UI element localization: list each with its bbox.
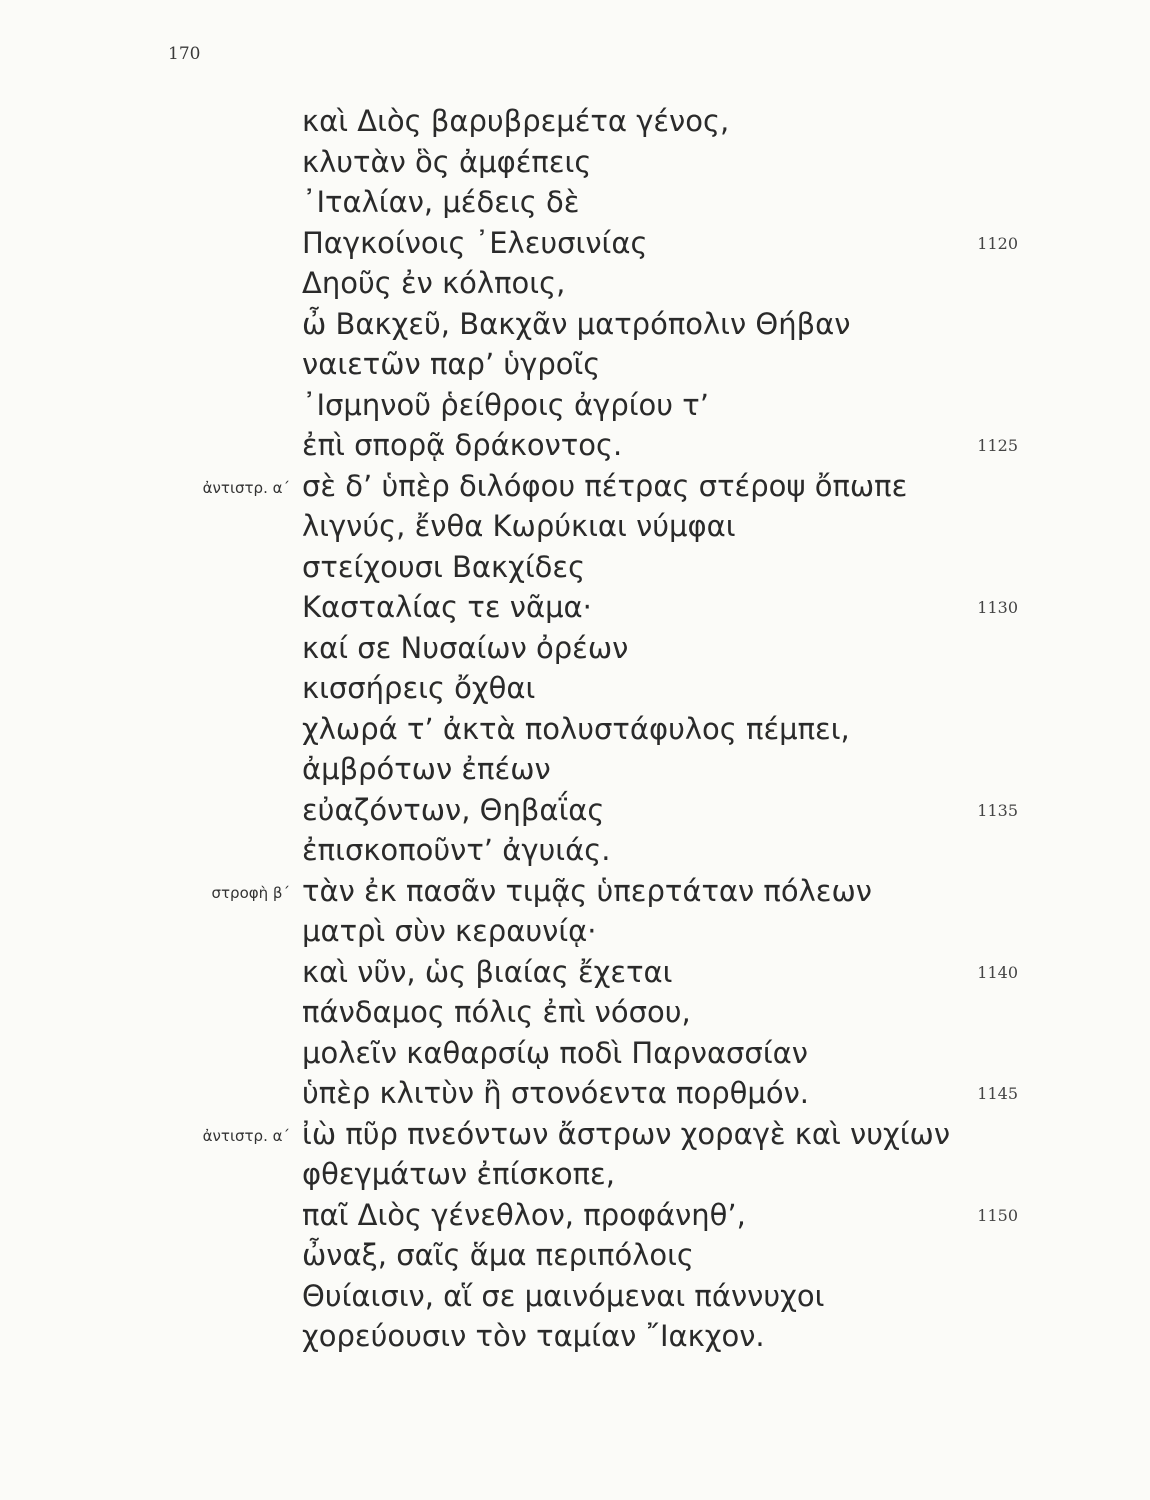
verse-text: μολεῖν καθαρσίῳ ποδὶ Παρνασσίαν: [302, 1035, 808, 1070]
verse-text: σὲ δ’ ὑπὲρ διλόφου πέτρας στέροψ ὄπωπε: [302, 468, 908, 503]
line-number: 1120: [977, 233, 1018, 253]
line-number: 1145: [977, 1084, 1018, 1103]
verse-text: Δηοῦς ἐν κόλποις,: [302, 266, 566, 300]
verse-line: [0, 590, 1150, 631]
verse-line: [0, 185, 1150, 226]
verse-line: [0, 469, 1150, 510]
verse-line: [0, 104, 1150, 145]
verse-text: λιγνύς, ἔνθα Κωρύκιαι νύμφαι: [302, 509, 736, 543]
verse-line: [0, 631, 1150, 672]
verse-text: εὐαζόντων, Θηβαΐας: [302, 792, 605, 827]
verse-line: [0, 347, 1150, 388]
verse-text: φθεγμάτων ἐπίσκοπε,: [302, 1157, 615, 1191]
verse-line: [0, 955, 1150, 996]
verse-text: ἐπὶ σπορᾷ δράκοντος.: [302, 428, 623, 462]
strophe-marker: στροφὴ β΄: [211, 883, 290, 902]
verse-text: κισσήρεις ὄχθαι: [302, 671, 536, 705]
verse-line: [0, 509, 1150, 550]
verse-text: ματρὶ σὺν κεραυνίᾳ·: [302, 914, 597, 948]
verse-text: πάνδαμος πόλις ἐπὶ νόσου,: [302, 995, 691, 1029]
page-number: 170: [168, 44, 201, 64]
verse-text: ᾿Ισμηνοῦ ῥείθροις ἀγρίου τ’: [302, 387, 709, 422]
verse-line: [0, 793, 1150, 834]
line-number: 1135: [977, 800, 1018, 820]
verse-text: παῖ Διὸς γένεθλον, προφάνηθ’,: [302, 1197, 746, 1232]
verse-line: [0, 1036, 1150, 1077]
verse-text: καὶ νῦν, ὡς βιαίας ἔχεται: [302, 954, 673, 989]
verse-line: [0, 914, 1150, 955]
verse-line: [0, 1279, 1150, 1320]
verse-text: ἐπισκοποῦντ’ ἀγυιάς.: [302, 833, 611, 867]
verse-line: [0, 307, 1150, 348]
verse-text: ναιετῶν παρ’ ὑγροῖς: [302, 347, 601, 381]
verse-text: καὶ Διὸς βαρυβρεμέτα γένος,: [302, 104, 730, 138]
verse-text: κλυτὰν ὃς ἀμφέπεις: [302, 144, 592, 179]
verse-text: ἰὼ πῦρ πνεόντων ἄστρων χοραγὲ καὶ νυχίων: [302, 1116, 951, 1151]
verse-line: [0, 1076, 1150, 1117]
verse-line: [0, 752, 1150, 793]
verse-text: ᾿Ιταλίαν, μέδεις δὲ: [302, 185, 580, 219]
verse-text: Θυίαισιν, αἵ σε μαινόμεναι πάννυχοι: [302, 1278, 825, 1313]
verse-line: [0, 995, 1150, 1036]
verse-line: [0, 388, 1150, 429]
verse-line: [0, 833, 1150, 874]
verse-text: χλωρά τ’ ἀκτὰ πολυστάφυλος πέμπει,: [302, 711, 850, 746]
verse-text: στείχουσι Βακχίδες: [302, 549, 586, 584]
verse-line: [0, 550, 1150, 591]
verse-line: [0, 1117, 1150, 1158]
line-number: 1140: [977, 962, 1018, 982]
verse-line: [0, 226, 1150, 267]
verse-text-block: [0, 104, 1150, 1360]
verse-text: Παγκοίνοις ᾿Ελευσινίας: [302, 225, 648, 260]
strophe-marker: ἀντιστρ. α΄: [202, 1126, 290, 1145]
verse-line: [0, 712, 1150, 753]
line-number: 1125: [977, 436, 1018, 455]
verse-text: καί σε Νυσαίων ὀρέων: [302, 630, 629, 665]
verse-line: [0, 428, 1150, 469]
verse-text: ἀμβρότων ἐπέων: [302, 752, 551, 786]
verse-text: Κασταλίας τε νᾶμα·: [302, 590, 592, 624]
verse-line: [0, 1238, 1150, 1279]
verse-line: [0, 874, 1150, 915]
line-number: 1130: [977, 598, 1018, 617]
verse-text: τὰν ἐκ πασᾶν τιμᾷς ὑπερτάταν πόλεων: [302, 873, 872, 908]
strophe-marker: ἀντιστρ. α΄: [202, 478, 290, 497]
verse-line: [0, 1157, 1150, 1198]
verse-line: [0, 671, 1150, 712]
verse-text: ὦναξ, σαῖς ἅμα περιπόλοις: [302, 1238, 694, 1272]
verse-text: ὦ Βακχεῦ, Βακχᾶν ματρόπολιν Θήβαν: [302, 306, 851, 341]
verse-text: χορεύουσιν τὸν ταμίαν ῎Ιακχον.: [302, 1319, 765, 1353]
verse-line: [0, 145, 1150, 186]
verse-line: [0, 1319, 1150, 1360]
verse-line: [0, 266, 1150, 307]
line-number: 1150: [977, 1205, 1018, 1225]
verse-line: [0, 1198, 1150, 1239]
verse-text: ὑπὲρ κλιτὺν ἢ στονόεντα πορθμόν.: [302, 1076, 810, 1110]
